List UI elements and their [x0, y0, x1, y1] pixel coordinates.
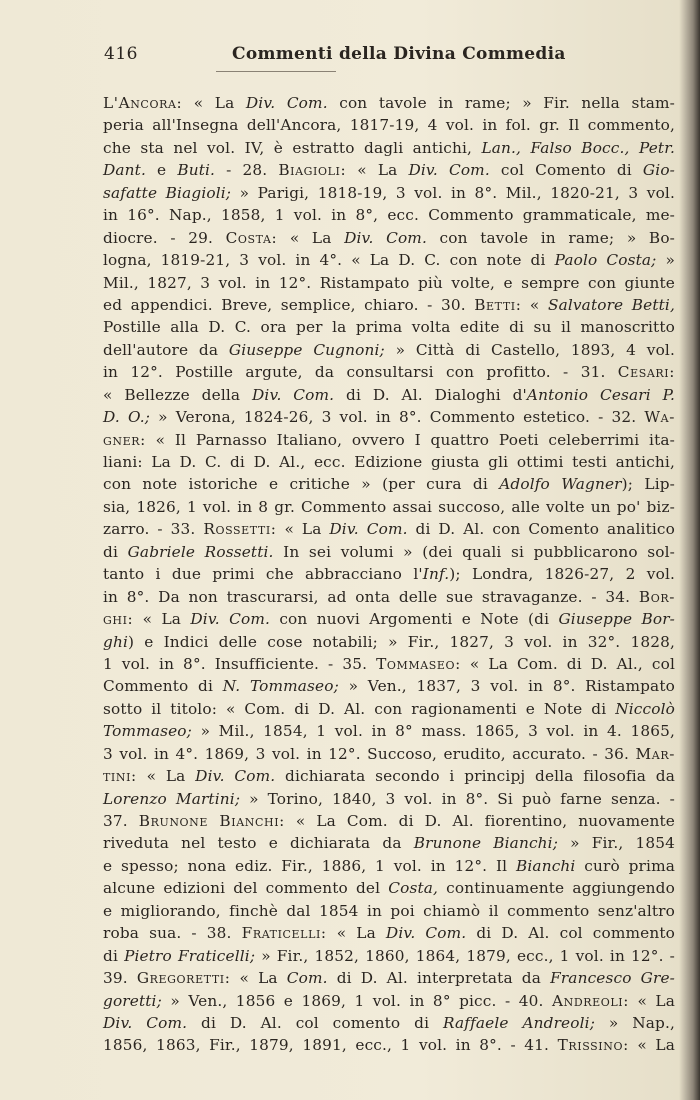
- text-span: sotto il titolo: « Com. di D. Al. con ragionamenti e Note di: [103, 699, 616, 718]
- italic-span: Div. Com.: [329, 520, 408, 539]
- page-number: 416: [104, 44, 138, 64]
- text-span: » Mil., 1854, 1 vol. in 8° mass. 1865, 3 vol. in 4. 1865,: [191, 722, 675, 741]
- text-line: [103, 990, 675, 1012]
- text-span: riveduta nel testo e dichiarata da: [103, 834, 414, 853]
- italic-span: Div. Com.: [408, 161, 490, 180]
- italic-span: Giuseppe Cugnoni;: [228, 340, 385, 359]
- italic-span: Brunone Bianchi;: [413, 834, 559, 853]
- author-name: Wa-: [644, 408, 675, 427]
- text-span: « La: [629, 991, 675, 1010]
- text-span: in 16°. Nap., 1858, 1 vol. in 8°, ecc. Commento grammaticale, me-: [103, 206, 675, 225]
- text-span: » Ven., 1837, 3 vol. in 8°. Ristampato: [338, 677, 675, 696]
- text-span: col Comento di: [489, 161, 643, 180]
- author-name: Tommaseo:: [376, 654, 461, 673]
- text-line: [103, 406, 675, 428]
- author-name: Cesari:: [617, 363, 675, 382]
- text-span: con nuovi Argomenti e Note (di: [270, 610, 559, 629]
- text-line: [103, 608, 675, 630]
- text-span: zarro. - 33.: [103, 520, 204, 539]
- italic-span: Div. Com.: [344, 228, 427, 247]
- italic-span: Lan., Falso Bocc., Petr.: [481, 138, 675, 157]
- text-span: in 8°. Da non trascurarsi, ad onta delle sue stravaganze. - 34.: [103, 587, 639, 606]
- italic-span: Dant.: [103, 161, 146, 180]
- italic-span: Costa,: [388, 879, 439, 898]
- italic-span: Antonio Cesari P.: [526, 385, 675, 404]
- author-name: gner:: [103, 430, 146, 449]
- text-span: « La: [277, 228, 345, 247]
- text-span: curò prima: [575, 856, 675, 875]
- text-span: « Il Parnasso Italiano, ovvero I quattro Poeti celeberrimi ita-: [145, 430, 675, 449]
- text-span: Commento di: [103, 677, 223, 696]
- text-line: [103, 159, 675, 181]
- italic-span: Div. Com.: [252, 385, 335, 404]
- text-span: » Parigi, 1818-19, 3 vol. in 8°. Mil., 1820-21, 3 vol.: [231, 183, 675, 202]
- text-line: [103, 272, 675, 294]
- italic-span: Gio-: [642, 161, 675, 180]
- text-span: » Ven., 1856 e 1869, 1 vol. in 8° picc. - 40.: [161, 991, 552, 1010]
- text-span: dell'autore da: [103, 340, 229, 359]
- text-span: di D. Al. col comento di: [187, 1013, 443, 1032]
- italic-span: Inf.: [422, 565, 450, 584]
- text-line: [103, 1012, 675, 1034]
- text-span: liani: La D. C. di D. Al., ecc. Edizione giusta gli ottimi testi antichi,: [103, 453, 675, 471]
- text-line: [103, 586, 675, 608]
- italic-span: ghi: [103, 632, 128, 651]
- text-line: [103, 922, 675, 944]
- text-line: [103, 496, 675, 518]
- text-span: di D. Al. Dialoghi d': [334, 385, 527, 404]
- text-span: tanto i due primi che abbracciano l': [103, 565, 423, 584]
- text-line: [103, 518, 675, 540]
- italic-span: Niccolò: [615, 699, 675, 718]
- text-span: « La Com. di D. Al., col: [460, 654, 675, 673]
- text-line: [103, 788, 675, 810]
- author-name: Biagioli:: [278, 161, 347, 180]
- text-line: [103, 855, 675, 877]
- text-span: « La Com. di D. Al. fiorentino, nuovamente: [284, 812, 675, 830]
- italic-span: N. Tommaseo;: [222, 677, 339, 696]
- text-span: « La: [133, 610, 191, 629]
- text-line: [103, 675, 675, 697]
- text-span: di D. Al. interpretata da: [327, 969, 551, 988]
- text-line: [103, 316, 675, 338]
- text-line: [103, 945, 675, 967]
- text-span: roba sua. - 38.: [103, 924, 242, 943]
- italic-span: Gabriele Rossetti.: [127, 542, 274, 561]
- text-span: « La: [136, 767, 196, 786]
- text-line: [103, 653, 675, 675]
- text-span: di: [103, 946, 125, 965]
- text-span: 3 vol. in 4°. 1869, 3 vol. in 12°. Succoso, erudito, accurato. - 36.: [103, 744, 636, 763]
- text-line: [103, 92, 675, 114]
- text-span: in 12°. Postille argute, da consultarsi con profitto. - 31.: [103, 363, 618, 382]
- text-span: Postille alla D. C. ora per la prima volta edite di su il manoscritto: [103, 318, 675, 337]
- text-span: » Città di Castello, 1893, 4 vol.: [384, 340, 675, 359]
- text-span: « La: [230, 969, 287, 988]
- text-span: ); Londra, 1826-27, 2 vol.: [449, 565, 675, 584]
- text-line: [103, 765, 675, 787]
- author-name: ghi:: [103, 610, 134, 629]
- running-title: Commenti della Divina Commedia: [232, 44, 566, 64]
- text-span: con tavole in rame; » Fir. nella stam-: [327, 94, 675, 112]
- text-span: ed appendici. Breve, semplice, chiaro. - 30.: [103, 295, 475, 314]
- author-name: L'Ancora:: [103, 94, 183, 112]
- italic-span: goretti;: [103, 991, 162, 1010]
- italic-span: Div. Com.: [195, 767, 276, 786]
- text-span: « La: [346, 161, 409, 180]
- italic-span: Div. Com.: [190, 610, 271, 629]
- body-text: [103, 92, 675, 1057]
- text-line: [103, 451, 675, 473]
- text-span: con note istoriche e critiche » (per cura di: [103, 475, 500, 494]
- italic-span: Com.: [286, 969, 328, 988]
- text-line: [103, 361, 675, 383]
- text-span: ) e Indici delle cose notabili; » Fir., 1827, 3 vol. in 32°. 1828,: [128, 632, 675, 651]
- italic-span: Div. Com.: [103, 1013, 188, 1032]
- text-span: » Fir., 1854: [558, 834, 675, 853]
- text-span: » Torino, 1840, 3 vol. in 8°. Si può farne senza. -: [240, 789, 675, 808]
- author-name: Mar-: [635, 744, 675, 763]
- text-span: » Fir., 1852, 1860, 1864, 1879, ecc., 1 vol. in 12°. -: [255, 946, 675, 965]
- italic-span: Adolfo Wagner: [499, 475, 622, 494]
- italic-span: Pietro Fraticelli;: [124, 946, 256, 965]
- text-span: - 28.: [215, 161, 279, 180]
- author-name: Rossetti:: [203, 520, 277, 539]
- text-span: Mil., 1827, 3 vol. in 12°. Ristampato più volte, e sempre con giunte: [103, 273, 675, 292]
- italic-span: Bianchi: [516, 856, 576, 875]
- text-span: « Bellezze della: [103, 385, 253, 404]
- text-line: [103, 137, 675, 159]
- text-span: « La: [628, 1036, 675, 1055]
- text-line: [103, 339, 675, 361]
- text-span: « La: [326, 924, 386, 943]
- text-span: che sta nel vol. IV, è estratto dagli antichi,: [103, 138, 482, 157]
- text-span: con tavole in rame; » Bo-: [426, 228, 675, 247]
- author-name: Betti:: [474, 295, 522, 314]
- text-span: » Verona, 1824-26, 3 vol. in 8°. Commento estetico. - 32.: [150, 408, 645, 427]
- text-line: [103, 473, 675, 495]
- text-line: [103, 384, 675, 406]
- text-span: alcune edizioni del commento del: [103, 879, 389, 898]
- text-line: [103, 294, 675, 316]
- text-span: «: [521, 295, 548, 314]
- text-span: peria all'Insegna dell'Ancora, 1817-19, 4 vol. in fol. gr. Il commento,: [103, 116, 675, 135]
- text-span: « La: [182, 94, 246, 112]
- text-line: [103, 227, 675, 249]
- text-line: [103, 720, 675, 742]
- text-span: di D. Al. col commento: [466, 924, 676, 943]
- text-line: [103, 1034, 675, 1056]
- text-line: [103, 182, 675, 204]
- text-line: [103, 877, 675, 899]
- text-line: [103, 249, 675, 271]
- text-span: 37.: [103, 812, 139, 830]
- italic-span: Lorenzo Martini;: [103, 789, 241, 808]
- text-span: « La: [276, 520, 330, 539]
- italic-span: Paolo Costa;: [554, 251, 657, 270]
- italic-span: Giuseppe Bor-: [558, 610, 675, 629]
- text-span: e migliorando, finchè dal 1854 in poi chiamò il commento senz'altro: [103, 901, 675, 920]
- author-name: Trissino:: [557, 1036, 629, 1055]
- text-line: [103, 743, 675, 765]
- text-line: [103, 114, 675, 136]
- author-name: Gregoretti:: [136, 969, 231, 988]
- text-span: sia, 1826, 1 vol. in 8 gr. Commento assai succoso, alle volte un po' biz-: [103, 497, 675, 516]
- italic-span: Francesco Gre-: [550, 969, 675, 988]
- text-span: ); Lip-: [621, 475, 675, 494]
- text-span: continuamente aggiungendo: [438, 879, 675, 898]
- text-span: In sei volumi » (dei quali si pubblicarono sol-: [273, 542, 676, 561]
- text-span: 1 vol. in 8°. Insufficiente. - 35.: [103, 654, 377, 673]
- text-span: 39.: [103, 969, 137, 988]
- italic-span: Buti.: [177, 161, 216, 180]
- header-rule: [216, 71, 336, 72]
- text-line: [103, 810, 675, 832]
- text-span: » Nap.,: [595, 1013, 676, 1032]
- text-line: [103, 563, 675, 585]
- text-line: [103, 698, 675, 720]
- text-span: 1856, 1863, Fir., 1879, 1891, ecc., 1 vol. in 8°. - 41.: [103, 1036, 558, 1055]
- text-line: [103, 967, 675, 989]
- italic-span: Raffaele Andreoli;: [442, 1013, 596, 1032]
- text-span: di D. Al. con Comento analitico: [407, 520, 676, 539]
- author-name: Brunone Bianchi:: [138, 812, 285, 830]
- author-name: Costa:: [225, 228, 278, 247]
- text-line: [103, 631, 675, 653]
- text-line: [103, 832, 675, 854]
- text-line: [103, 900, 675, 922]
- text-span: dichiarata secondo i principj della filosofia da: [275, 767, 675, 786]
- author-name: Bor-: [638, 587, 675, 606]
- page-header: [104, 44, 674, 68]
- text-span: di: [103, 542, 128, 561]
- text-line: [103, 429, 675, 451]
- text-span: diocre. - 29.: [103, 228, 226, 247]
- italic-span: Div. Com.: [245, 94, 328, 112]
- author-name: Fraticelli:: [241, 924, 327, 943]
- text-line: [103, 204, 675, 226]
- italic-span: Tommaseo;: [103, 722, 192, 741]
- italic-span: Salvatore Betti,: [547, 295, 675, 314]
- text-span: e spesso; nona ediz. Fir., 1886, 1 vol. in 12°. Il: [103, 856, 516, 875]
- text-span: »: [656, 251, 675, 270]
- text-span: logna, 1819-21, 3 vol. in 4°. « La D. C. con note di: [103, 251, 555, 270]
- author-name: Andreoli:: [551, 991, 629, 1010]
- text-line: [103, 541, 675, 563]
- text-span: e: [146, 161, 178, 180]
- italic-span: Div. Com.: [385, 924, 467, 943]
- author-name: tini:: [103, 767, 137, 786]
- italic-span: safatte Biagioli;: [103, 183, 232, 202]
- italic-span: D. O.;: [103, 408, 151, 427]
